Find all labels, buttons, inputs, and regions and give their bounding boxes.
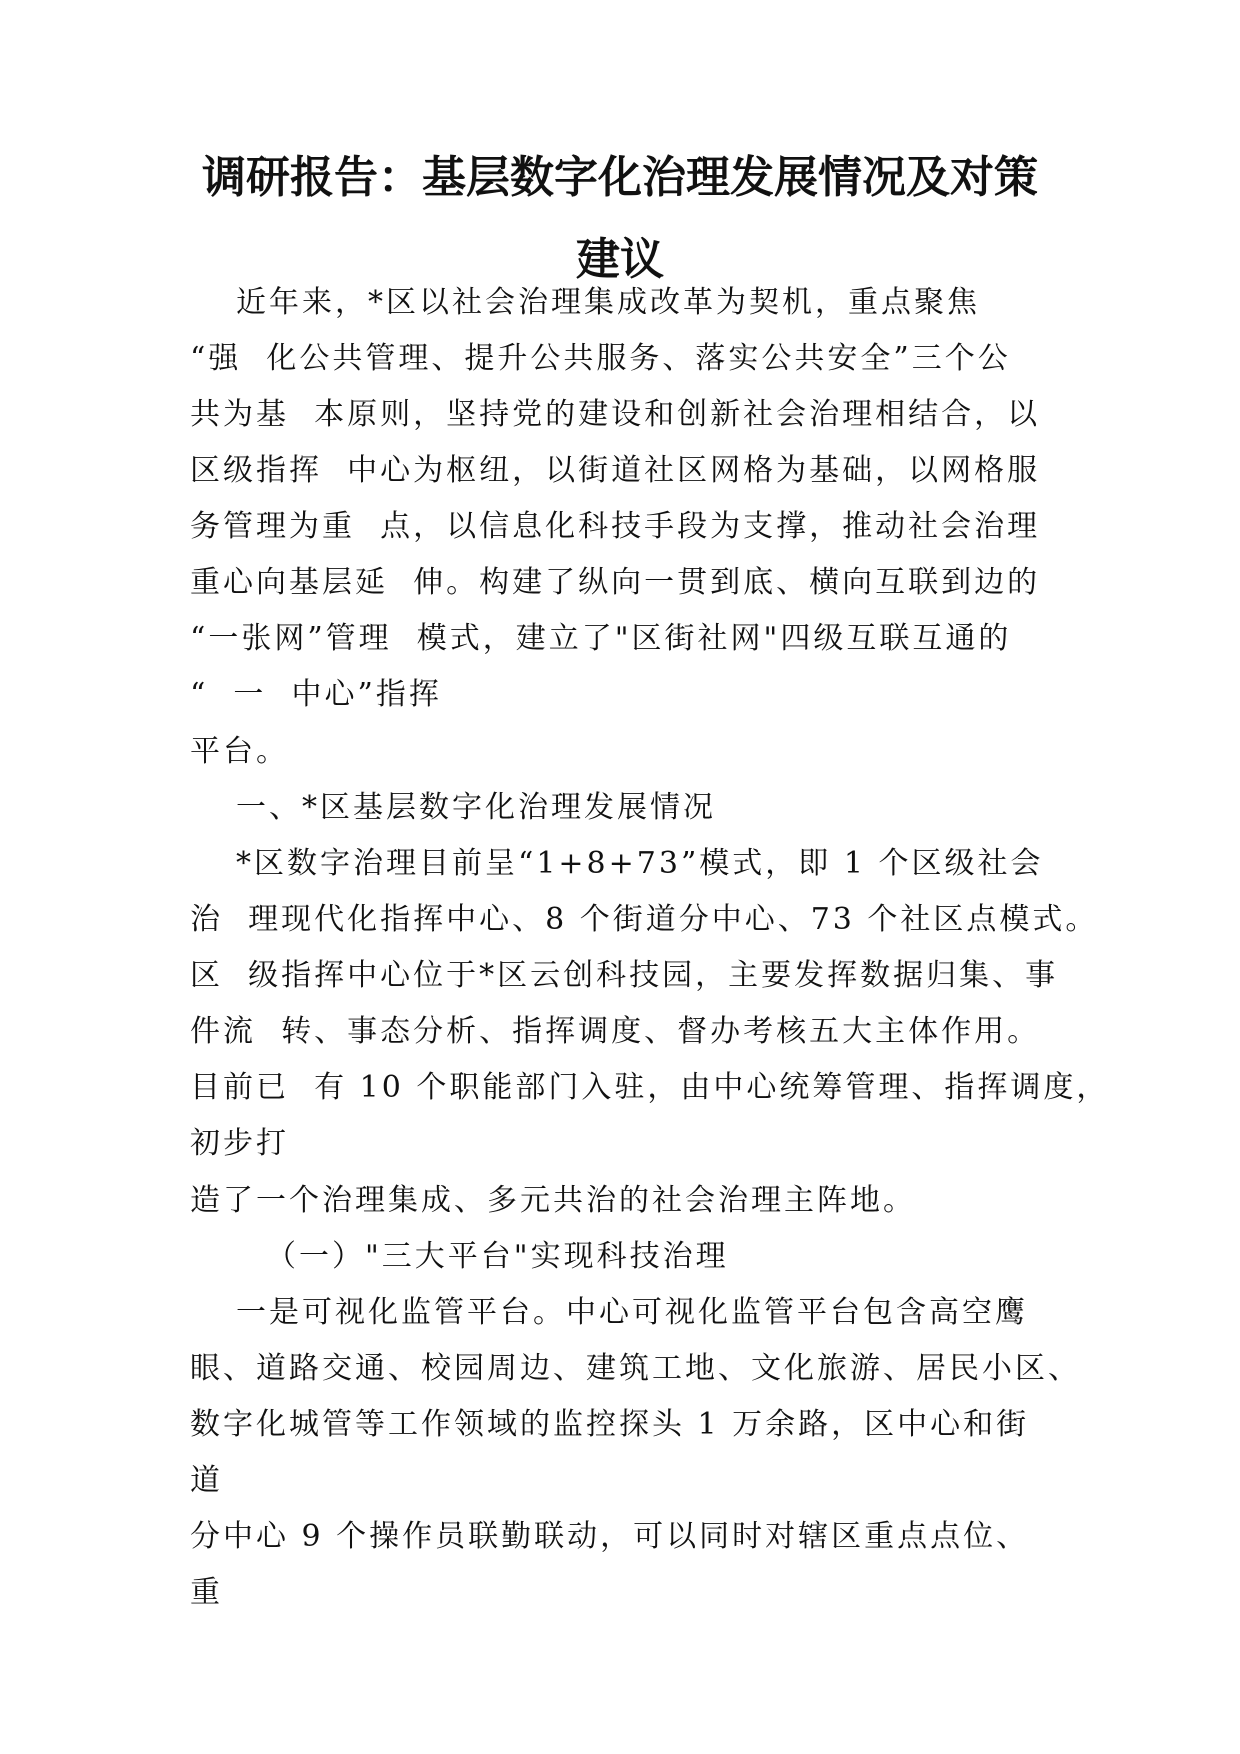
paragraph-line: 一是可视化监管平台。中心可视化监管平台包含高空鹰 <box>236 1295 1028 1330</box>
paragraph-line: 造了一个治理集成、多元共治的社会治理主阵地。 <box>190 1183 916 1218</box>
paragraph-line: 眼、道路交通、校园周边、建筑工地、文化旅游、居民小区、 <box>190 1351 1081 1386</box>
paragraph-line: “ 一 中心”指挥 <box>190 677 442 712</box>
paragraph-line: 务管理为重 点，以信息化科技手段为支撑，推动社会治理 <box>190 509 1041 544</box>
paragraph-line: 数字化城管等工作领域的监控探头 1 万余路，区中心和街 <box>190 1407 1030 1442</box>
paragraph-line: 共为基 本原则，坚持党的建设和创新社会治理相结合，以 <box>190 397 1041 432</box>
paragraph-line: 道 <box>190 1463 223 1498</box>
paragraph-line: 件流 转、事态分析、指挥调度、督办考核五大主体作用。 <box>190 1014 1041 1049</box>
paragraph-line: “强 化公共管理、提升公共服务、落实公共安全”三个公 <box>190 341 1011 376</box>
document-title: 调研报告：基层数字化治理发展情况及对策 <box>202 152 1038 203</box>
document-title-continued: 建议 <box>576 234 664 285</box>
paragraph-line: 重心向基层延 伸。构建了纵向一贯到底、横向互联到边的 <box>190 565 1041 600</box>
paragraph-line: 目前已 有 10 个职能部门入驻，由中心统筹管理、指挥调度， <box>190 1070 1110 1105</box>
section-heading: 一、*区基层数字化治理发展情况 <box>236 790 716 825</box>
subsection-heading: （一）"三大平台"实现科技治理 <box>266 1239 729 1274</box>
paragraph-line: 区级指挥 中心为枢纽，以街道社区网格为基础，以网格服 <box>190 453 1041 488</box>
paragraph-line: *区数字治理目前呈“1+8+73”模式，即 1 个区级社会 <box>236 846 1044 881</box>
paragraph-line: 平台。 <box>190 734 289 769</box>
paragraph-line: 区 级指挥中心位于*区云创科技园，主要发挥数据归集、事 <box>190 958 1059 993</box>
paragraph-line: 近年来，*区以社会治理集成改革为契机，重点聚焦 <box>236 285 980 320</box>
paragraph-line: 初步打 <box>190 1126 289 1161</box>
paragraph-line: “一张网”管理 模式，建立了"区街社网"四级互联互通的 <box>190 621 1012 656</box>
paragraph-line: 分中心 9 个操作员联勤联动，可以同时对辖区重点点位、 <box>190 1519 1030 1554</box>
paragraph-line: 治 理现代化指挥中心、8 个街道分中心、73 个社区点模式。 <box>190 902 1099 937</box>
paragraph-line: 重 <box>190 1575 223 1610</box>
